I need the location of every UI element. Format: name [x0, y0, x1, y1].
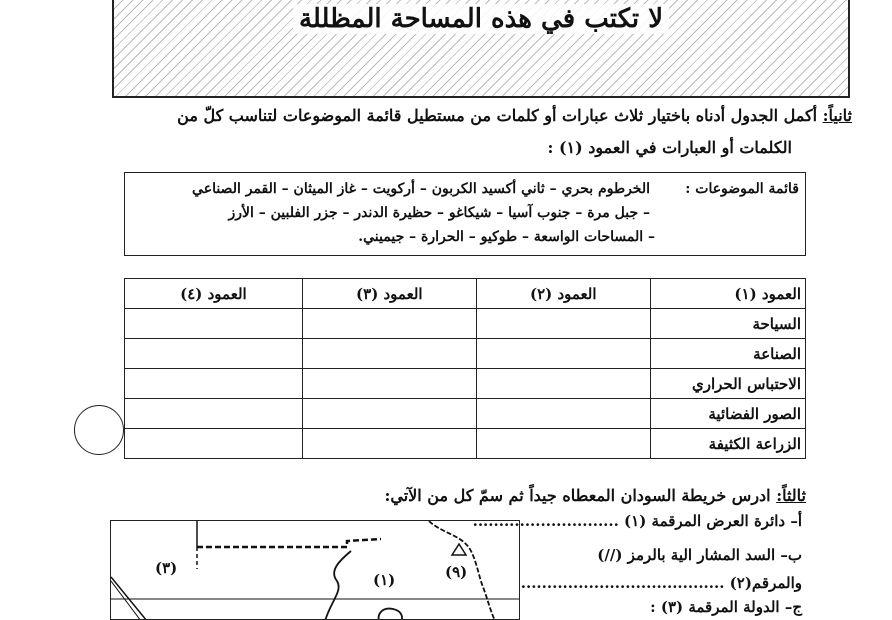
- answer-cell[interactable]: [302, 309, 476, 339]
- answer-cell[interactable]: [476, 309, 650, 339]
- no-write-shaded-area: [112, 0, 850, 98]
- table-row: [125, 429, 806, 459]
- header-column-1: العمود (١): [650, 279, 805, 309]
- question3-item-b-cont: والمرقم(٢) .......................................: [520, 574, 802, 592]
- row-label: الاحتباس الحراري: [650, 369, 805, 399]
- score-circle: [74, 405, 124, 455]
- question3-instruction: [384, 486, 806, 505]
- topics-line-1: الخرطوم بحري – ثاني أكسيد الكربون – أركويت – غاز الميثان – القمر الصناعي: [192, 181, 650, 197]
- answer-cell[interactable]: [125, 339, 303, 369]
- row-label: الصناعة: [650, 339, 805, 369]
- answer-cell[interactable]: [125, 309, 303, 339]
- header-column-3: العمود (٣): [302, 279, 476, 309]
- map-label-3: (٣): [155, 559, 178, 577]
- answer-cell[interactable]: [302, 429, 476, 459]
- answer-cell[interactable]: [125, 369, 303, 399]
- answer-cell[interactable]: [125, 429, 303, 459]
- table-row: [125, 399, 806, 429]
- question2-text-line2: الكلمات أو العبارات في العمود (١) :: [547, 138, 792, 157]
- topics-list-box: [124, 172, 806, 256]
- row-label: السياحة: [650, 309, 805, 339]
- map-label-1: (١): [373, 571, 396, 589]
- question2-text-line1: أكمل الجدول أدناه باختيار ثلاث عبارات أو كلمات من مستطيل قائمة الموضوعات لتناسب كلّ من: [177, 106, 818, 125]
- question3-item-a: أ– دائرة العرض المرقمة (١) ............................: [472, 512, 802, 530]
- question2-number: ثانياً:: [822, 106, 852, 125]
- answer-cell[interactable]: [476, 399, 650, 429]
- table-header-row: [125, 279, 806, 309]
- question3-item-b: ب– السد المشار الية بالرمز (//): [597, 546, 802, 564]
- answer-cell[interactable]: [476, 369, 650, 399]
- question3-item-c: ج– الدولة المرقمة (٣) :: [650, 598, 802, 616]
- question3-number: ثالثاً:: [776, 486, 806, 505]
- topics-label: قائمة الموضوعات :: [685, 181, 799, 197]
- topics-line-2: – جبل مرة – جنوب آسيا – شيكاغو – حظيرة الدندر – جزر الفلبين – الأرز: [228, 205, 650, 221]
- answer-cell[interactable]: [125, 399, 303, 429]
- table-row: [125, 339, 806, 369]
- answer-cell[interactable]: [476, 339, 650, 369]
- row-label: الزراعة الكثيفة: [650, 429, 805, 459]
- header-column-4: العمود (٤): [125, 279, 303, 309]
- no-write-title: لا تكتب في هذه المساحة المظللة: [114, 4, 848, 34]
- table-row: [125, 369, 806, 399]
- answer-cell[interactable]: [302, 369, 476, 399]
- sudan-map: [110, 520, 520, 620]
- question3-text: ادرس خريطة السودان المعطاه جيداً ثم سمّ كل من الآتي:: [384, 486, 771, 505]
- row-label: الصور الفضائية: [650, 399, 805, 429]
- answer-table: [124, 278, 806, 459]
- answer-cell[interactable]: [302, 399, 476, 429]
- topics-line-3: – المساحات الواسعة – طوكيو – الحرارة – جيميني.: [358, 229, 655, 245]
- map-label-9: (٩): [445, 563, 468, 581]
- answer-cell[interactable]: [476, 429, 650, 459]
- answer-cell[interactable]: [302, 339, 476, 369]
- table-row: [125, 309, 806, 339]
- header-column-2: العمود (٢): [476, 279, 650, 309]
- question2-instruction: [92, 106, 852, 125]
